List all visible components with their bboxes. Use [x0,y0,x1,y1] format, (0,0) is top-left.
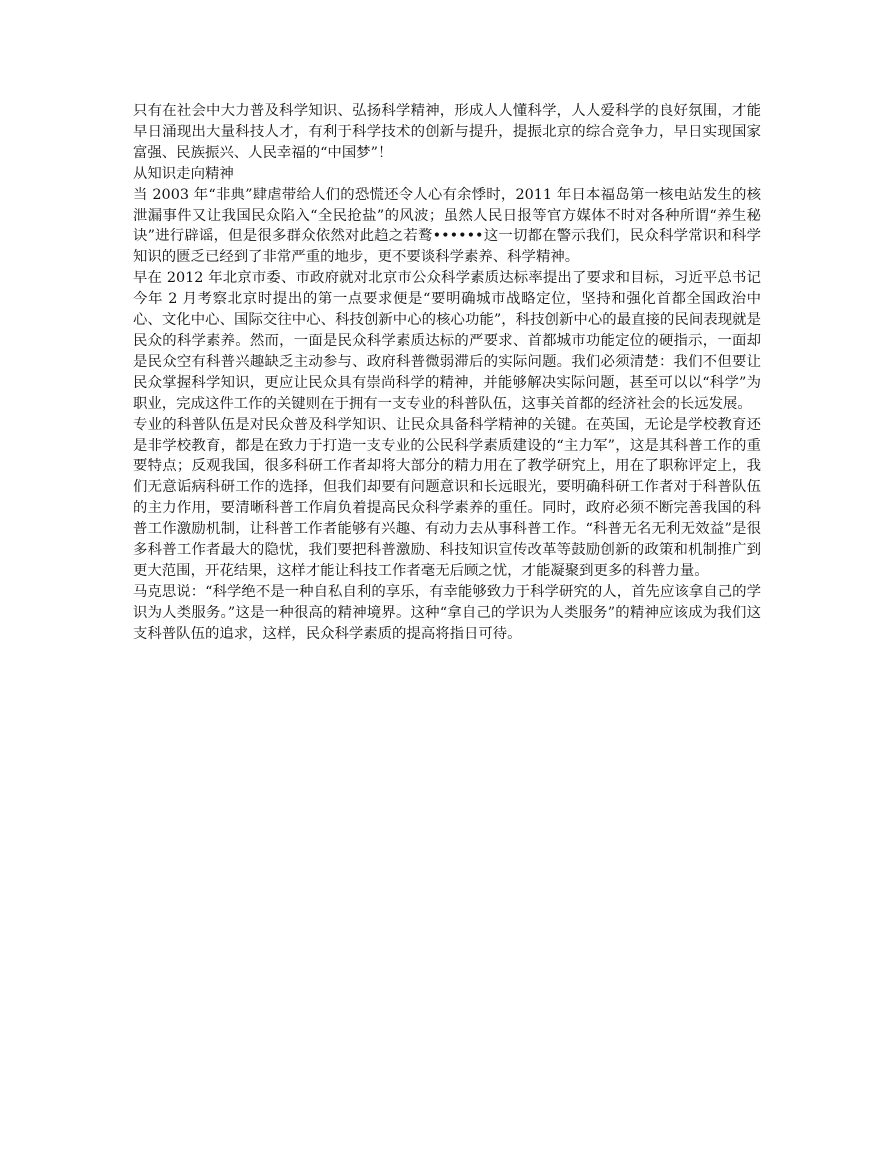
paragraph-professional-team: 专业的科普队伍是对民众普及科学知识、让民众具备科学精神的关键。在英国，无论是学校教育还是非学校教育，都是在致力于打造一支专业的公民科学素质建设的“主力军”，这是其科普工作的重要特点；反观我国，很多科研工作者却将大部分的精力用在了教学研究上，用在了职称评定上，我们无意诟病科研工作的选择，但我们却要有问题意识和长远眼光，要明确科研工作者对于科普队伍的主力作用，要清晰科普工作肩负着提高民众科学素养的重任。同时，政府必须不断完善我国的科普工作激励机制，让科普工作者能够有兴趣、有动力去从事科普工作。“科普无名无利无效益”是很多科普工作者最大的隐忧，我们要把科普激励、科技知识宣传改革等鼓励创新的政策和机制推广到更大范围，开花结果，这样才能让科技工作者毫无后顾之忧，才能凝聚到更多的科普力量。 [133,416,761,579]
section-heading: 从知识走向精神 [133,165,234,182]
paragraph-marx-quote: 马克思说：“科学绝不是一种自私自利的享乐，有幸能够致力于科学研究的人，首先应该拿自己的学识为人类服务。”这是一种很高的精神境界。这种“拿自己的学识为人类服务”的精神应该成为我们这支科普队伍的追求，这样，民众科学素质的提高将指日可待。 [133,583,761,642]
document-body [133,101,761,645]
paragraph-sars-fukushima: 当 2003 年“非典”肆虐带给人们的恐慌还令人心有余悸时，2011 年日本福岛第一核电站发生的核泄漏事件又让我国民众陷入“全民抢盐”的风波；虽然人民日报等官方媒体不时对各种所谓“养生秘诀”进行辟谣，但是很多群众依然对此趋之若鹜••••••这一切都在警示我们，民众科学常识和科学知识的匮乏已经到了非常严重的地步，更不要谈科学素养、科学精神。 [133,186,761,266]
paragraph-beijing-goals: 早在 2012 年北京市委、市政府就对北京市公众科学素质达标率提出了要求和目标，习近平总书记今年 2 月考察北京时提出的第一点要求便是“要明确城市战略定位，坚持和强化首都全国政治中心、文化中心、国际交往中心、科技创新中心的核心功能”，科技创新中心的最直接的民间表现就是民众的科学素养。然而，一面是民众科学素质达标的严要求、首都城市功能定位的硬指示，一面却是民众空有科普兴趣缺乏主动参与、政府科普微弱滞后的实际问题。我们必须清楚：我们不但要让民众掌握科学知识，更应让民众具有崇尚科学的精神，并能够解决实际问题，甚至可以以“科学”为职业，完成这件工作的关键则在于拥有一支专业的科普队伍，这事关首都的经济社会的长远发展。 [133,270,761,412]
paragraph-intro: 只有在社会中大力普及科学知识、弘扬科学精神，形成人人懂科学，人人爱科学的良好氛围，才能早日涌现出大量科技人才，有利于科学技术的创新与提升，提振北京的综合竞争力，早日实现国家富强、民族振兴、人民幸福的“中国梦”！ [133,103,761,161]
